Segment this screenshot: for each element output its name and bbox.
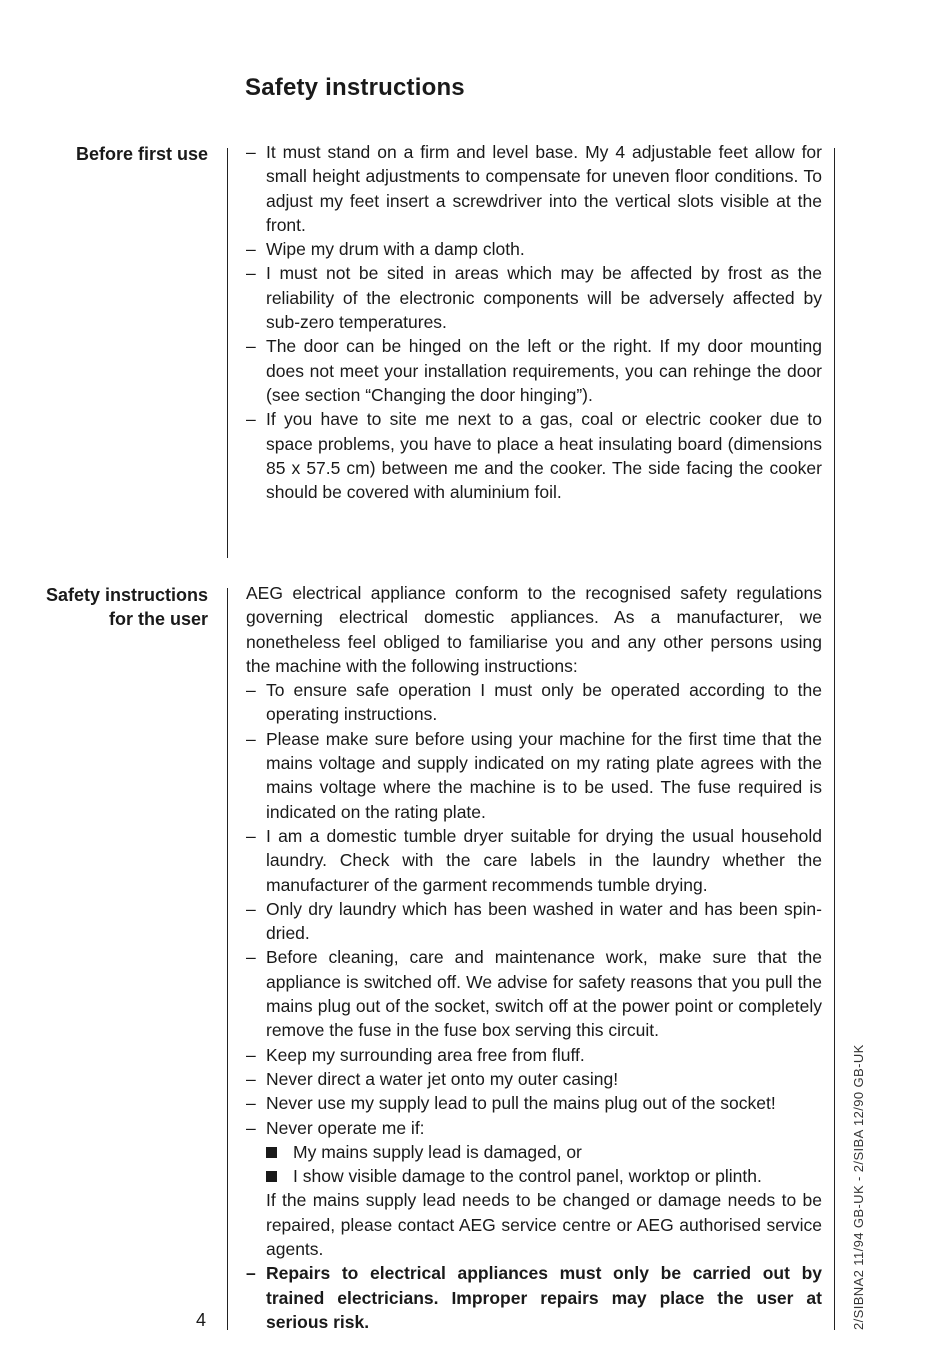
list-item: – To ensure safe operation I must only be operated according to the operating instructions.	[246, 678, 822, 727]
list-item: – It must stand on a firm and level base. My 4 adjustable feet allow for small height adjustments to compensate for uneven floor conditions. To adjust my feet insert a screwdriver into the vertical slots visible at the front.	[246, 140, 822, 237]
document-code: 2/SIBNA2 11/94 GB-UK - 2/SIBA 12/90 GB-UK	[851, 1044, 866, 1330]
condition-item: My mains supply lead is damaged, or	[266, 1140, 822, 1164]
list-item: – Only dry laundry which has been washed in water and has been spin-dried.	[246, 897, 822, 946]
list-item: – Wipe my drum with a damp cloth.	[246, 237, 822, 261]
list-item: – Never direct a water jet onto my outer casing!	[246, 1067, 822, 1091]
never-operate-label: Never operate me if:	[266, 1117, 425, 1138]
list-item: – Before cleaning, care and maintenance work, make sure that the appliance is switched off. We advise for safety reasons that you pull the mains plug out of the socket, switch off at the power point or completely remove the fuse in the fuse box serving this circuit.	[246, 945, 822, 1042]
left-margin-rule	[227, 588, 228, 1330]
list-item: – I must not be sited in areas which may be affected by frost as the reliability of the electronic components will be adversely affected by sub-zero temperatures.	[246, 261, 822, 334]
list-item: – I am a domestic tumble dryer suitable for drying the usual household laundry. Check with the care labels in the laundry whether the manufacturer of the garment recommends tumble drying.	[246, 824, 822, 897]
list-item: – Keep my surrounding area free from fluff.	[246, 1043, 822, 1067]
page-number: 4	[196, 1310, 207, 1330]
section-heading-safety-user: Safety instructions for the user	[45, 585, 208, 629]
instruction-list	[246, 140, 822, 504]
left-margin-rule	[227, 148, 228, 558]
instruction-list	[246, 678, 822, 1334]
list-item: – The door can be hinged on the left or the right. If my door mounting does not meet your installation requirements, you can rehinge the door (see section “Changing the door hinging”).	[246, 334, 822, 407]
repair-note: If the mains supply lead needs to be changed or damage needs to be repaired, please contact AEG service centre or AEG authorised service agents.	[266, 1190, 822, 1260]
warning-item: – Repairs to electrical appliances must only be carried out by trained electricians. Improper repairs may place the user at serious risk.	[246, 1261, 822, 1334]
section-heading-before-first-use: Before first use	[75, 144, 208, 164]
page-title: Safety instructions	[245, 74, 465, 101]
list-item: – If you have to site me next to a gas, coal or electric cooker due to space problems, you have to place a heat insulating board (dimensions 85 x 57.5 cm) between me and the cooker. The side facing the cooker should be covered with aluminium foil.	[246, 407, 822, 504]
list-item: – Please make sure before using your machine for the first time that the mains voltage and supply indicated on my rating plate agrees with the mains voltage where the machine is to be used. The fuse required is indicated on the rating plate.	[246, 727, 822, 824]
condition-list	[266, 1140, 822, 1189]
condition-item: I show visible damage to the control panel, worktop or plinth.	[266, 1164, 822, 1188]
section-before-first-use	[246, 140, 822, 504]
list-item-never-operate	[246, 1116, 822, 1262]
section-safety-instructions-user	[246, 581, 822, 1334]
section-intro: AEG electrical appliance conform to the recognised safety regulations governing electrical domestic appliances. As a manufacturer, we nonetheless feel obliged to familiarise you and any other persons using the machine with the following instructions:	[246, 583, 822, 676]
list-item: – Never use my supply lead to pull the mains plug out of the socket!	[246, 1091, 822, 1115]
right-margin-rule	[834, 148, 835, 1330]
